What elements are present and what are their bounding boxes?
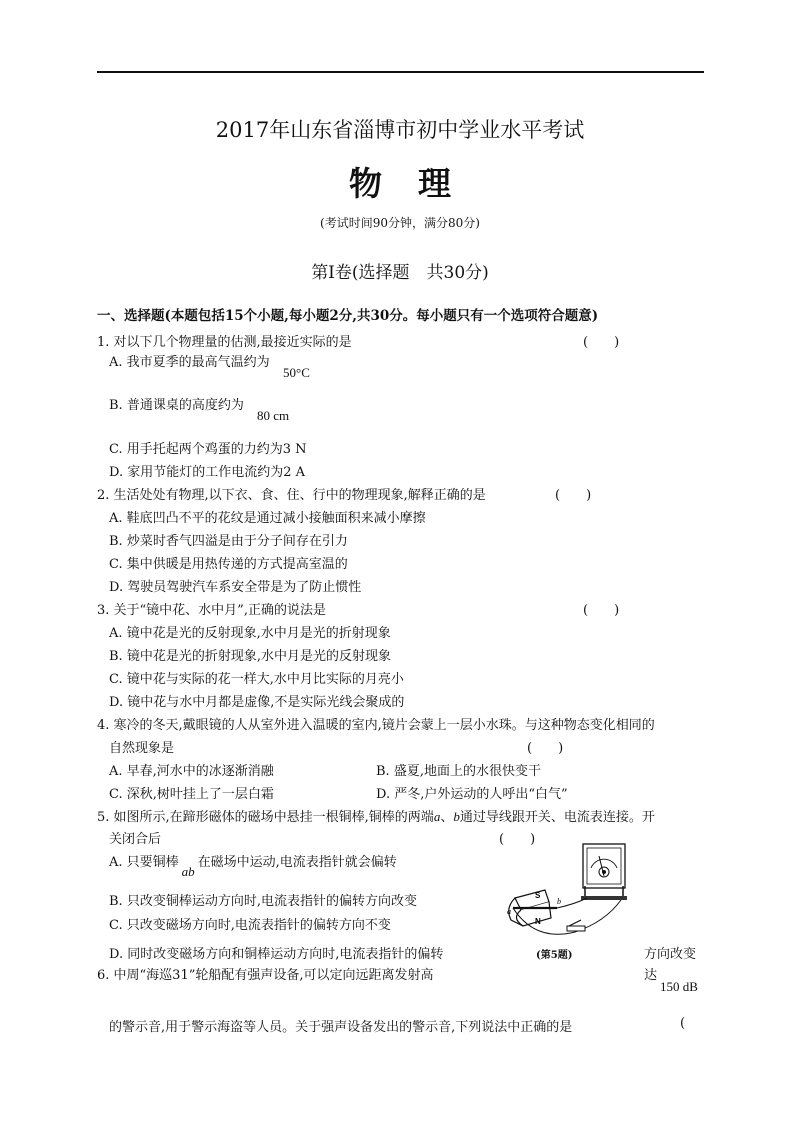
q5-apparatus-figure	[505, 842, 635, 954]
q2-option-a: A. 鞋底凹凸不平的花纹是通过减小接触面积来减小摩擦	[109, 511, 426, 526]
q5-var-b: b	[453, 809, 460, 824]
q5-option-a-text: A. 只要铜棒	[109, 855, 179, 870]
q5-var-a: a	[433, 809, 441, 824]
q5-stem-line1	[97, 806, 655, 825]
q6-value: 150 dB	[660, 979, 698, 994]
q3-stem: 3. 关于“镜中花、水中月”,正确的说法是	[97, 603, 326, 618]
q5-option-d: D. 同时改变磁场方向和铜棒运动方向时,电流表指针的偏转	[109, 947, 444, 962]
q5-figure-caption: (第5题)	[536, 950, 573, 961]
fig-label-b: b	[557, 897, 561, 906]
q1-option-c: C. 用手托起两个鸡蛋的力约为3 N	[109, 442, 307, 457]
exam-title: 2017年山东省淄博市初中学业水平考试	[215, 118, 585, 142]
subject-title: 物理	[349, 164, 487, 203]
q5-separator: 、	[440, 810, 454, 825]
q5-option-a	[109, 851, 397, 879]
q6-answer-bracket: (	[680, 1016, 686, 1031]
q1-option-b: B. 普通课桌的高度约为	[109, 398, 244, 413]
fig-label-n: N	[535, 917, 541, 926]
q5-option-b: B. 只改变铜棒运动方向时,电流表指针的偏转方向改变	[109, 894, 417, 909]
q5-option-d-tail: 方向改变	[644, 947, 697, 962]
q3-option-b: B. 镜中花是光的折射现象,水中月是光的反射现象	[109, 649, 391, 664]
q5-option-c: C. 只改变磁场方向时,电流表指针的偏转方向不变	[109, 918, 391, 933]
q3-option-c: C. 镜中花与实际的花一样大,水中月比实际的月亮小	[109, 672, 404, 687]
q1-option-d: D. 家用节能灯的工作电流约为2 A	[109, 465, 306, 480]
q1-option-a: A. 我市夏季的最高气温约为	[109, 355, 270, 370]
q4-option-a: A. 早春,河水中的冰逐渐消融	[109, 764, 274, 779]
q5-option-a-rest: 在磁场中运动,电流表指针就会偏转	[197, 855, 397, 870]
q4-stem-line2: 自然现象是	[109, 741, 175, 756]
q1-option-b-value: 80 cm	[257, 408, 290, 423]
q5-answer-bracket: ( )	[499, 832, 536, 847]
q5-stem-line2: 关闭合后	[109, 832, 162, 847]
q4-option-b: B. 盛夏,地面上的水很快变干	[376, 764, 541, 779]
q2-stem: 2. 生活处处有物理,以下衣、食、住、行中的物理现象,解释正确的是	[97, 488, 486, 503]
top-rule	[97, 71, 704, 73]
q2-option-d: D. 驾驶员驾驶汽车系安全带是为了防止惯性	[109, 580, 362, 595]
fig-label-a: a	[507, 907, 511, 916]
q1-option-a-value: 50°C	[283, 365, 310, 380]
q2-option-c: C. 集中供暖是用热传递的方式提高室温的	[109, 557, 348, 572]
q3-option-a: A. 镜中花是光的反射现象,水中月是光的折射现象	[109, 626, 391, 641]
section-heading: 一、选择题(本题包括15个小题,每小题2分,共30分。每小题只有一个选项符合题意)	[97, 308, 599, 324]
q4-option-d: D. 严冬,户外运动的人呼出“白气”	[376, 787, 568, 802]
q4-answer-bracket: ( )	[527, 741, 564, 756]
exam-note: (考试时间90分钟，满分80分)	[320, 216, 480, 230]
q6-reach-text: 达	[644, 968, 658, 983]
volume-heading: 第Ⅰ卷(选择题 共30分)	[311, 263, 489, 283]
q5-stem-part2: 通过导线跟开关、电流表连接。开	[459, 810, 655, 825]
q2-option-b: B. 炒菜时香气四溢是由于分子间存在引力	[109, 534, 348, 549]
q6-stem-line1: 6. 中周“海巡31”轮船配有强声设备,可以定向远距离发射高	[97, 968, 434, 983]
q1-stem: 1. 对以下几个物理量的估测,最接近实际的是	[97, 335, 352, 350]
q1-answer-bracket: ( )	[583, 335, 620, 350]
q6-stem-line2: 的警示音,用于警示海盗等人员。关于强声设备发出的警示音,下列说法中正确的是	[109, 1020, 573, 1035]
q3-option-d: D. 镜中花与水中月都是虚像,不是实际光线会聚成的	[109, 695, 405, 710]
q2-answer-bracket: ( )	[555, 488, 592, 503]
q5-stem-part1: 5. 如图所示,在蹄形磁体的磁场中悬挂一根铜棒,铜棒的两端	[97, 810, 434, 825]
q4-option-c: C. 深秋,树叶挂上了一层白霜	[109, 787, 274, 802]
fig-label-s: S	[535, 891, 541, 900]
q5-option-a-var: ab	[181, 864, 195, 879]
q3-answer-bracket: ( )	[583, 603, 620, 618]
q4-stem-line1: 4. 寒冷的冬天,戴眼镜的人从室外进入温暖的室内,镜片会蒙上一层小水珠。与这种物态变化相同的	[97, 718, 655, 733]
